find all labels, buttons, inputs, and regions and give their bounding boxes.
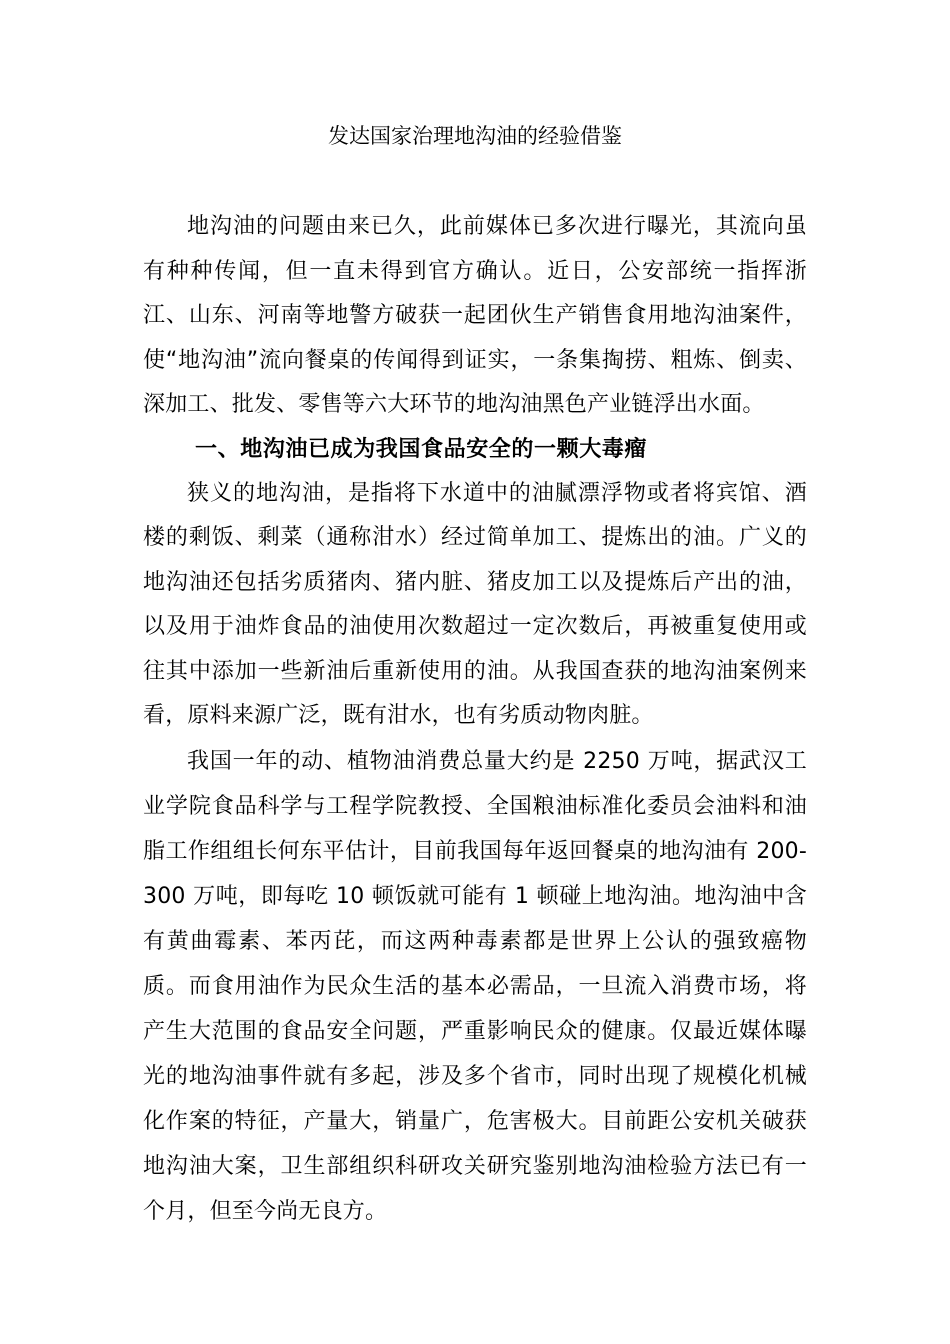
section-heading: 一、地沟油已成为我国食品安全的一颗大毒瘤 xyxy=(195,436,648,462)
statistics-paragraph: 我国一年的动、植物油消费总量大约是 2250 万吨，据武汉工业学院食品科学与工程学院教授、全国粮油标准化委员会油料和油脂工作组组长何东平估计，目前我国每年返回餐桌的地沟油有 200-300 万吨，即每吃 10 顿饭就可能有 1 顿碰上地沟油。地沟油中含有黄曲霉素、苯丙芘，而这两种毒素都是世界上公认的强致癌物质。而食用油作为民众生活的基本必需品，一旦流入消费市场，将产生大范围的食品安全问题，严重影响民众的健康。仅最近媒体曝光的地沟油事件就有多起，涉及多个省市，同时出现了规模化机械化作案的特征，产量大，销量广，危害极大。目前距公安机关破获地沟油大案，卫生部组织科研攻关研究鉴别地沟油检验方法已有一个月，但至今尚无良方。 xyxy=(143,748,807,1224)
document-body xyxy=(143,205,807,1234)
document-title: 发达国家治理地沟油的经验借鉴 xyxy=(328,124,622,148)
intro-paragraph: 地沟油的问题由来已久，此前媒体已多次进行曝光，其流向虽有种种传闻，但一直未得到官方确认。近日，公安部统一指挥浙江、山东、河南等地警方破获一起团伙生产销售食用地沟油案件，使“地沟油”流向餐桌的传闻得到证实，一条集掏捞、粗炼、倒卖、深加工、批发、零售等六大环节的地沟油黑色产业链浮出水面。 xyxy=(143,214,807,417)
definition-paragraph: 狭义的地沟油，是指将下水道中的油腻漂浮物或者将宾馆、酒楼的剩饭、剩菜（通称泔水）经过简单加工、提炼出的油。广义的地沟油还包括劣质猪肉、猪内脏、猪皮加工以及提炼后产出的油，以及用于油炸食品的油使用次数超过一定次数后，再被重复使用或往其中添加一些新油后重新使用的油。从我国查获的地沟油案例来看，原料来源广泛，既有泔水，也有劣质动物肉脏。 xyxy=(143,480,807,728)
